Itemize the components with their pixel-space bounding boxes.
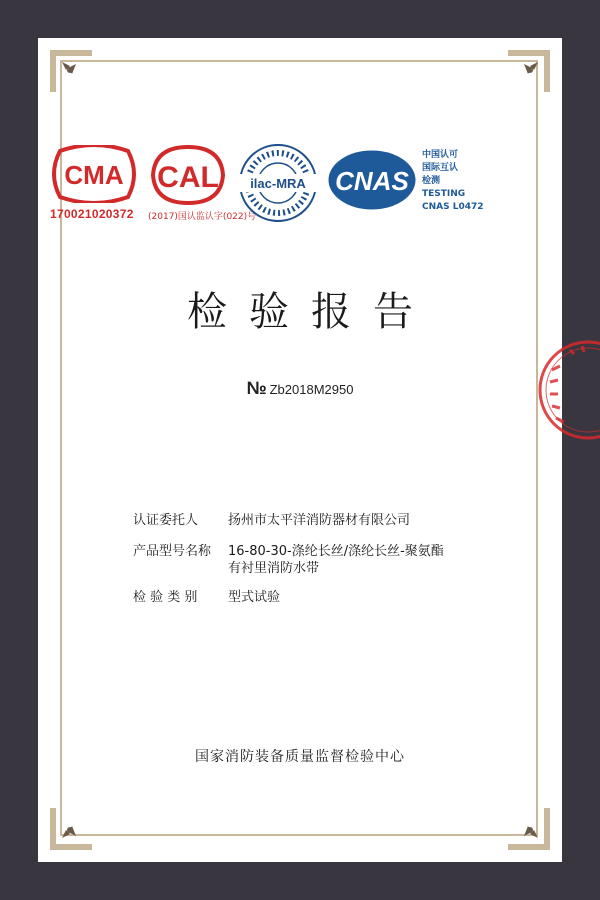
report-number-value: Zb2018M2950 — [269, 382, 354, 397]
product-value-line: 有衬里消防水带 — [228, 561, 320, 576]
red-seal-stamp-icon — [530, 330, 600, 450]
cnas-accreditation-text — [422, 149, 502, 214]
corner-ornament-icon — [48, 48, 94, 94]
type-value: 型式试验 — [228, 590, 281, 605]
type-row — [133, 589, 483, 606]
report-title: 检验报告 — [187, 289, 435, 335]
cnas-line: 检测 — [422, 176, 441, 186]
type-label: 检 验 类 别 — [133, 590, 198, 605]
accreditation-logos — [50, 135, 550, 235]
number-symbol: № — [246, 378, 267, 398]
svg-text:CAL: CAL — [157, 161, 219, 194]
ilac-mra-logo-icon — [235, 140, 321, 226]
product-row — [133, 543, 483, 577]
client-value: 扬州市太平洋消防器材有限公司 — [228, 513, 411, 528]
corner-ornament-icon — [506, 48, 552, 94]
client-label: 认证委托人 — [133, 513, 199, 528]
cma-logo-icon — [50, 145, 138, 203]
report-number — [0, 378, 600, 399]
cnas-logo-icon — [325, 147, 419, 213]
svg-text:ilac-MRA: ilac-MRA — [250, 176, 306, 191]
cnas-line: 国际互认 — [422, 163, 459, 173]
corner-ornament-icon — [48, 806, 94, 852]
cnas-line: TESTING — [422, 189, 466, 199]
product-value-line: 16-80-30-涤纶长丝/涤纶长丝-聚氨酯 — [228, 544, 444, 559]
client-row — [133, 512, 483, 529]
cal-certificate-text: (2017)国认监认字(022)号 — [148, 212, 257, 222]
svg-text:CMA: CMA — [64, 160, 124, 190]
corner-ornament-icon — [506, 806, 552, 852]
product-label: 产品型号名称 — [133, 544, 212, 559]
cnas-line: 中国认可 — [422, 150, 459, 160]
report-info — [133, 512, 483, 620]
cnas-line: CNAS L0472 — [422, 202, 484, 212]
cal-logo-icon — [145, 143, 231, 207]
issuing-organization: 国家消防装备质量监督检验中心 — [195, 749, 405, 765]
cma-number: 170021020372 — [50, 207, 134, 221]
product-value — [228, 543, 483, 577]
svg-text:CNAS: CNAS — [335, 166, 409, 196]
